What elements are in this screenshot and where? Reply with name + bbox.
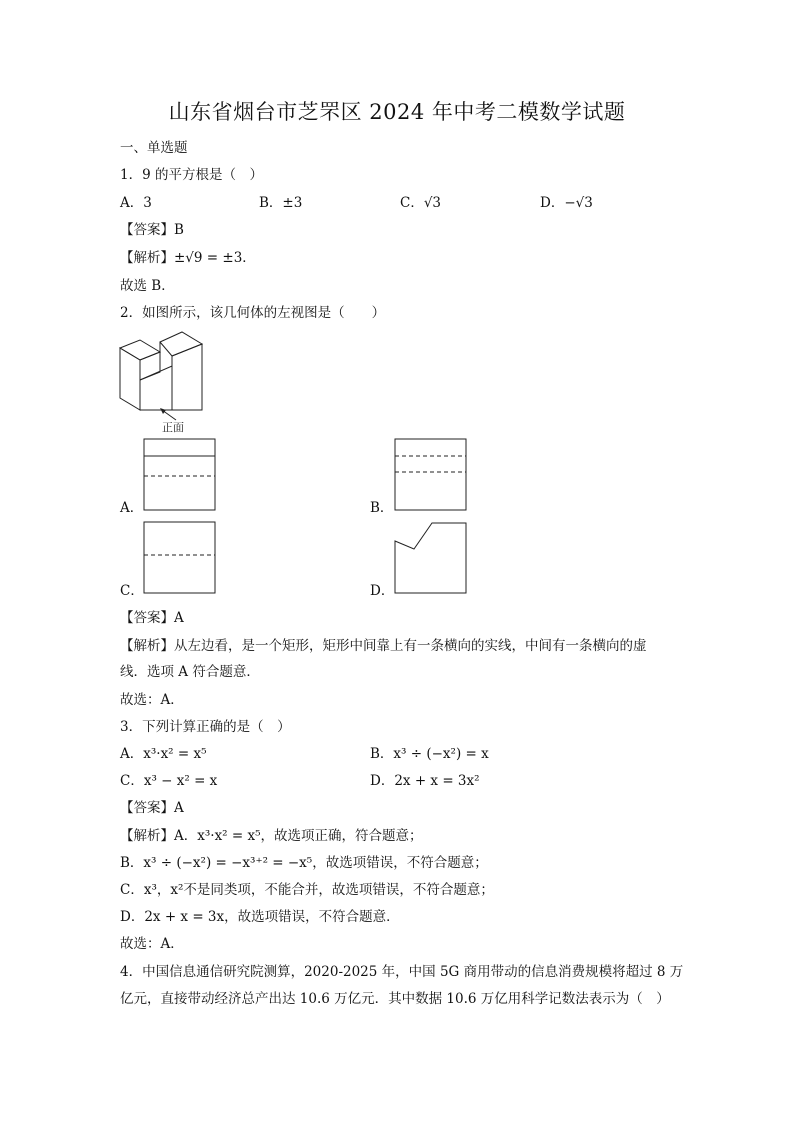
q4-stem-line2: 亿元，直接带动经济总产出达 10.6 万亿元．其中数据 10.6 万亿用科学记数法表示为（ ） [120, 991, 670, 1007]
q2-option-d-figure [394, 521, 468, 595]
q1-conclusion: 故选 B． [120, 278, 175, 294]
q2-option-c-label: C． [120, 583, 144, 599]
q2-analysis-line1: 【解析】从左边看，是一个矩形，矩形中间靠上有一条横向的实线，中间有一条横向的虚 [120, 638, 647, 654]
q1-option-b: B．±3 [259, 195, 303, 211]
q3-analysis-b: B．x³ ÷ (−x²) = −x³⁺² = −x⁵，故选项错误，不符合题意； [120, 855, 488, 871]
q2-option-b-figure [394, 438, 468, 512]
q4-stem-line1: 4．中国信息通信研究院测算，2020-2025 年，中国 5G 商用带动的信息消费规模将超过 8 万 [120, 964, 684, 980]
front-label: 正面 [162, 421, 184, 434]
q1-option-c: C．√3 [400, 195, 442, 211]
section-heading: 一、单选题 [120, 140, 188, 156]
q3-option-b: B．x³ ÷ (−x²) = x [370, 746, 489, 762]
q1-option-d: D．−√3 [540, 195, 593, 211]
q2-option-b-label: B． [370, 500, 394, 516]
q2-stem: 2．如图所示，该几何体的左视图是（ ） [120, 305, 386, 321]
solid-figure [116, 328, 208, 434]
q3-stem: 3．下列计算正确的是（ ） [120, 719, 291, 735]
q2-option-a-label: A． [120, 500, 144, 516]
q3-answer: 【答案】A [120, 800, 184, 816]
q3-analysis-c: C．x³，x²不是同类项，不能合并，故选项错误，不符合题意； [120, 882, 494, 898]
q2-option-a-figure [143, 438, 217, 512]
q2-option-d-label: D． [370, 583, 395, 599]
q1-option-a: A．3 [120, 195, 152, 211]
q2-analysis-line2: 线．选项 A 符合题意． [120, 664, 260, 680]
q2-conclusion: 故选：A． [120, 692, 184, 708]
q3-option-a: A．x³·x² = x⁵ [120, 746, 207, 762]
page-title: 山东省烟台市芝罘区 2024 年中考二模数学试题 [168, 100, 626, 124]
q1-answer: 【答案】B [120, 222, 184, 238]
q2-option-c-figure [143, 521, 217, 595]
q3-conclusion: 故选：A． [120, 936, 184, 952]
q3-analysis-a: 【解析】A．x³·x² = x⁵，故选项正确，符合题意； [120, 828, 423, 844]
q3-option-c: C．x³ − x² = x [120, 773, 218, 789]
q1-analysis: 【解析】±√9 = ±3． [120, 250, 256, 266]
q3-analysis-d: D．2x + x = 3x，故选项错误，不符合题意． [120, 909, 400, 925]
q3-option-d: D．2x + x = 3x² [370, 773, 480, 789]
q1-stem: 1．9 的平方根是（ ） [120, 167, 263, 183]
q2-answer: 【答案】A [120, 610, 184, 626]
